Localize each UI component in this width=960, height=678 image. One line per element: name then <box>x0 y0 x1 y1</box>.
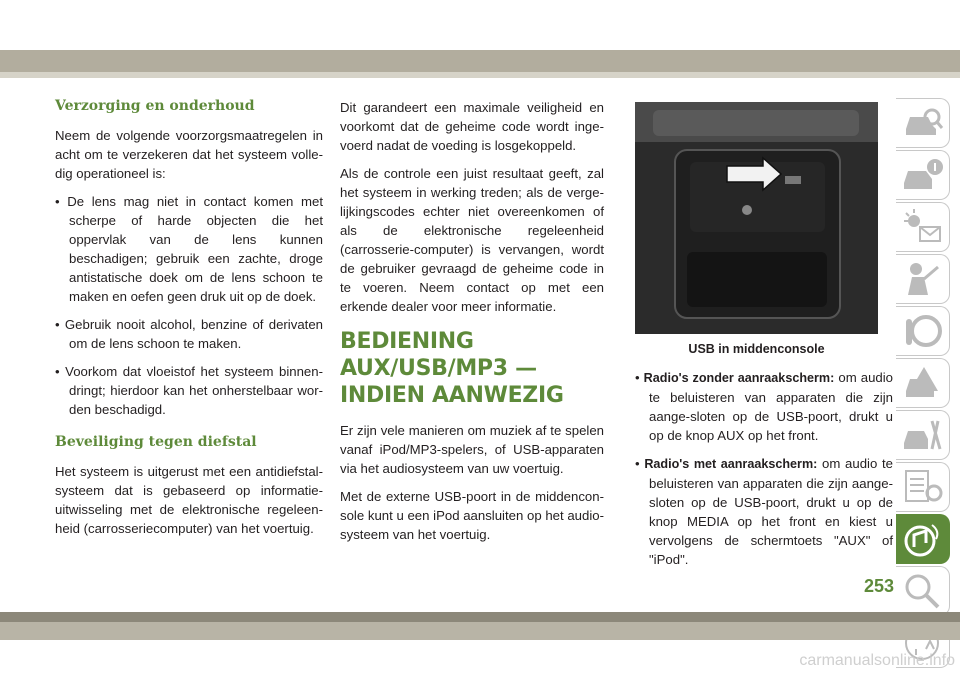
car-info-icon[interactable] <box>896 150 950 200</box>
list-item: • Radio's met aanraakscherm: om audio te beluisteren van apparaten die zijn aange-sloten op de USB-poort, drukt u op de knop MEDIA op het front en kiest u vervolgens de schermtoets "AUX" of "iPod". <box>635 456 894 567</box>
bottom-decorative-band <box>0 612 960 622</box>
bullet-text: om audio te beluisteren van apparaten die zijn aange-sloten op de USB-poort, drukt u op de knop AUX op het front. <box>649 370 893 443</box>
photo-caption: USB in middenconsole <box>688 342 825 356</box>
paragraph-antitheft: Het systeem is uitgerust met een antidiefstal-systeem dat is gebaseerd op informatie-uitwisseling met de elektronische regeleen-heid (carrosseriecomputer) van het voertuig. <box>55 464 323 536</box>
usb-console-photo <box>635 102 878 334</box>
bullet-label: Radio's zonder aanraakscherm: <box>643 371 835 385</box>
paragraph-music: Er zijn vele manieren om muziek af te spelen vanaf iPod/MP3-spelers, of USB-apparaten via het audiosysteem van uw voertuig. <box>340 423 604 476</box>
bullet-label: Radio's met aanraakscherm: <box>644 457 818 471</box>
steering-wheel-icon[interactable] <box>896 306 950 356</box>
maintenance-list-icon[interactable] <box>896 462 950 512</box>
list-item: • De lens mag niet in contact komen met scherpe of harde objecten die het oppervlak van de lens kunnen beschadigen; gebruik een zachte, droge antistatische doek om de lens schoon te maken en oefen geen druk uit op de doek. <box>55 194 323 304</box>
list-item: • Voorkom dat vloeistof het systeem binnen-dringt; hierdoor kan het onherstelbaar wor-den beschadigd. <box>55 364 323 417</box>
heading-theft-protection: Beveiliging tegen diefstal <box>55 434 257 450</box>
chapter-tabs <box>896 98 952 670</box>
paragraph-control: Als de controle een juist resultaat geeft, zal het systeem in werking treden; als de verge-lijkingscodes echter niet overeenkomen of als de elektronische regeleenheid (carrosserie-computer) is vervangen, wordt de gebruiker gevraagd de geheime code in te voeren. Neem contact op met een erkende dealer voor meer informatie. <box>340 166 604 314</box>
column-1 <box>55 92 323 547</box>
column-2 <box>340 98 604 553</box>
heading-care-maintenance: Verzorging en onderhoud <box>55 98 255 114</box>
column-3 <box>635 368 893 578</box>
watermark: carmanualsonline.info <box>799 652 955 669</box>
section-title: BEDIENING AUX/USB/MP3 — INDIEN AANWEZIG <box>340 329 564 408</box>
airbag-safety-icon[interactable] <box>896 254 950 304</box>
page-number: 253 <box>863 576 894 596</box>
paragraph-usb-port: Met de externe USB-poort in de middencon-sole kunt u een iPod aansluiten op het audio-systeem van het voertuig. <box>340 489 604 542</box>
car-search-icon[interactable] <box>896 98 950 148</box>
paragraph-security: Dit garandeert een maximale veiligheid en voorkomt dat de geheime code wordt inge-voerd nadat de voeding is losgekoppeld. <box>340 100 604 153</box>
top-decorative-band <box>0 50 960 72</box>
car-warning-icon[interactable] <box>896 358 950 408</box>
list-item: • Radio's zonder aanraakscherm: om audio te beluisteren van apparaten die zijn aange-sloten op de USB-poort, drukt u op de knop AUX op het front. <box>635 370 893 443</box>
bottom-decorative-band-light <box>0 622 960 640</box>
search-icon[interactable] <box>896 566 950 616</box>
bullet-text: om audio te beluisteren van apparaten die zijn aange-sloten op de USB-poort, drukt u op de knop MEDIA op het front en kiest u vervolgens de schermtoets "AUX" of "iPod". <box>649 456 894 567</box>
warning-lights-icon[interactable] <box>896 202 950 252</box>
car-tools-icon[interactable] <box>896 410 950 460</box>
paragraph-intro: Neem de volgende voorzorgsmaatregelen in acht om te verzekeren dat het systeem volle-dig operationeel is: <box>55 128 323 181</box>
list-item: • Gebruik nooit alcohol, benzine of derivaten om de lens schoon te maken. <box>55 317 323 351</box>
multimedia-icon[interactable] <box>896 514 950 564</box>
